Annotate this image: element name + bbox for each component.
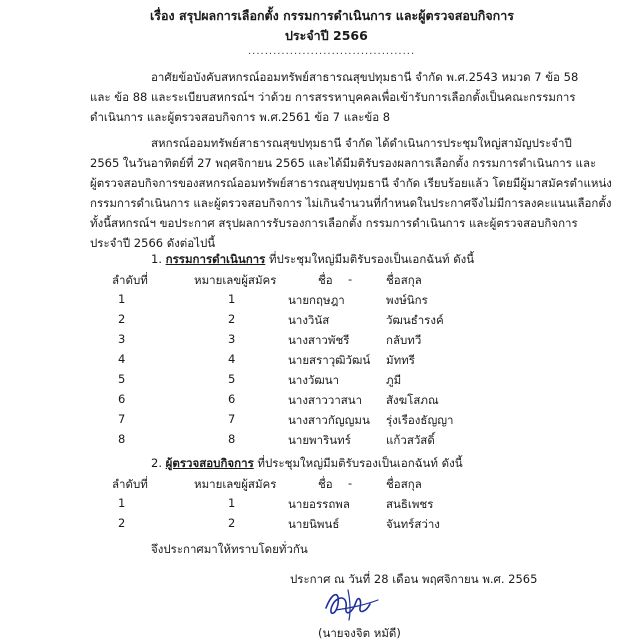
table-row (0, 516, 640, 532)
cell-order: 1 (118, 496, 126, 510)
section-2-title: ผู้ตรวจสอบกิจการ (165, 456, 254, 470)
cell-first-name: นางสาวกัญญมน (288, 413, 370, 427)
document-subject: เรื่อง สรุปผลการเลือกตั้ง กรรมการดำเนินการ และผู้ตรวจสอบกิจการ (150, 8, 514, 23)
cell-last-name: มัททรี (386, 353, 415, 367)
cell-last-name: รุ่งเรืองธัญญา (386, 413, 454, 427)
year-label: พ.ศ. (482, 572, 505, 586)
cell-order: 6 (118, 392, 126, 406)
col-dash: - (348, 476, 353, 490)
table-row (0, 392, 640, 408)
cell-order: 3 (118, 332, 126, 346)
announce-date (290, 572, 537, 586)
cell-first-name: นายอรรถพล (288, 497, 350, 511)
signature-image (318, 586, 388, 626)
cell-last-name: กลับทวี (386, 333, 422, 347)
table-row (0, 412, 640, 428)
col-order-header: ลำดับที่ (112, 477, 148, 491)
section-1-note: ที่ประชุมใหญ่มีมติรับรองเป็นเอกฉันท์ ดังนี้ (265, 252, 475, 266)
cell-applicant-number: 7 (228, 412, 236, 426)
paragraph-2-line-6: ประจำปี 2566 ดังต่อไปนี้ (90, 236, 216, 250)
paragraph-1-line-3: ดำเนินการ และผู้ตรวจสอบกิจการ พ.ศ.2561 ข้อ 7 และข้อ 8 (90, 110, 391, 124)
paragraph-2-line-5: ทั้งนี้สหกรณ์ฯ ขอประกาศ สรุปผลการรับรองการเลือกตั้ง กรรมการดำเนินการ และผู้ตรวจสอบกิจการ (90, 216, 578, 230)
cell-first-name: นางสาววาสนา (288, 393, 363, 407)
announce-year: 2565 (508, 572, 538, 586)
cell-applicant-number: 8 (228, 432, 236, 446)
paragraph-2-line-4: กรรมการดำเนินการ และผู้ตรวจสอบกิจการ ไม่เกินจำนวนที่กำหนดในประกาศจึงไม่มีการลงคะแนนเลือกตั้ง (90, 196, 612, 210)
cell-order: 2 (118, 516, 126, 530)
cell-last-name: ภูมี (386, 373, 402, 387)
col-last-header: ชื่อสกุล (386, 477, 422, 491)
table-row (0, 432, 640, 448)
cell-last-name: สนธิเพชร (386, 497, 434, 511)
cell-last-name: สังฆโสภณ (386, 393, 439, 407)
cell-last-name: พงษ์นิกร (386, 293, 428, 307)
cell-applicant-number: 4 (228, 352, 236, 366)
cell-applicant-number: 1 (228, 292, 236, 306)
cell-last-name: จันทร์สว่าง (386, 517, 440, 531)
signer-name: (นายจงจิต หมัดี) (318, 626, 401, 640)
cell-first-name: นายสราวุฒิวัฒน์ (288, 353, 371, 367)
table-row (0, 352, 640, 368)
closing-notice: จึงประกาศมาให้ทราบโดยทั่วกัน (151, 542, 308, 556)
cell-first-name: นางสาวพัชรี (288, 333, 350, 347)
cell-first-name: นางวินัส (288, 313, 330, 327)
paragraph-2-line-1: สหกรณ์ออมทรัพย์สาธารณสุขปทุมธานี จำกัด ได้ดำเนินการประชุมใหญ่สามัญประจำปี (151, 136, 572, 150)
announce-label: ประกาศ ณ วันที่ (290, 572, 371, 586)
section-2-heading (151, 456, 463, 470)
col-first-header: ชื่อ (318, 273, 333, 287)
section-1-number: 1. (151, 252, 162, 266)
announce-month: พฤศจิกายน (422, 572, 479, 586)
cell-order: 7 (118, 412, 126, 426)
cell-last-name: แก้วสวัสดิ์ (386, 433, 435, 447)
cell-applicant-number: 1 (228, 496, 236, 510)
cell-order: 8 (118, 432, 126, 446)
cell-applicant-number: 5 (228, 372, 236, 386)
paragraph-2-line-2: 2565 ในวันอาทิตย์ที่ 27 พฤศจิกายน 2565 และได้มีมติรับรองผลการเลือกตั้ง กรรมการดำเนินการ และ (90, 156, 597, 170)
table-row (0, 496, 640, 512)
cell-first-name: นางวัฒนา (288, 373, 340, 387)
table-row (0, 372, 640, 388)
section-2-number: 2. (151, 456, 162, 470)
cell-order: 2 (118, 312, 126, 326)
col-order-header: ลำดับที่ (112, 273, 148, 287)
header-divider: ........................................ (248, 46, 416, 57)
section-1-heading (151, 252, 474, 266)
paragraph-2-line-3: ผู้ตรวจสอบกิจการของสหกรณ์ออมทรัพย์สาธารณสุขปทุมธานี จำกัด เรียบร้อยแล้ว โดยมีผู้มาสมัครตำแหน่ง (90, 176, 612, 190)
cell-order: 1 (118, 292, 126, 306)
cell-applicant-number: 2 (228, 516, 236, 530)
cell-applicant-number: 6 (228, 392, 236, 406)
col-applicant-header: หมายเลขผู้สมัคร (194, 477, 277, 491)
cell-last-name: วัฒนธำรงค์ (386, 313, 444, 327)
cell-order: 4 (118, 352, 126, 366)
month-label: เดือน (392, 572, 419, 586)
table-row (0, 312, 640, 328)
col-last-header: ชื่อสกุล (386, 273, 422, 287)
document-year: ประจำปี 2566 (285, 28, 368, 43)
announce-day: 28 (373, 572, 389, 586)
section-2-note: ที่ประชุมใหญ่มีมติรับรองเป็นเอกฉันท์ ดังนี้ (253, 456, 463, 470)
cell-first-name: นายกฤษฎา (288, 293, 345, 307)
table-row (0, 332, 640, 348)
cell-order: 5 (118, 372, 126, 386)
paragraph-1-line-1: อาศัยข้อบังคับสหกรณ์ออมทรัพย์สาธารณสุขปทุมธานี จำกัด พ.ศ.2543 หมวด 7 ข้อ 58 (151, 70, 579, 84)
table-row (0, 292, 640, 308)
cell-applicant-number: 2 (228, 312, 236, 326)
col-dash: - (348, 272, 353, 286)
section-2-table-header (0, 476, 640, 492)
section-1-title: กรรมการดำเนินการ (165, 252, 266, 266)
cell-applicant-number: 3 (228, 332, 236, 346)
section-1-table-header (0, 272, 640, 288)
cell-first-name: นายพารินทร์ (288, 433, 351, 447)
col-applicant-header: หมายเลขผู้สมัคร (194, 273, 277, 287)
cell-first-name: นายนิพนธ์ (288, 517, 340, 531)
col-first-header: ชื่อ (318, 477, 333, 491)
paragraph-1-line-2: และ ข้อ 88 และระเบียบสหกรณ์ฯ ว่าด้วย การสรรหาบุคคลเพื่อเข้ารับการเลือกตั้งเป็นคณะกรรมการ (90, 90, 576, 104)
